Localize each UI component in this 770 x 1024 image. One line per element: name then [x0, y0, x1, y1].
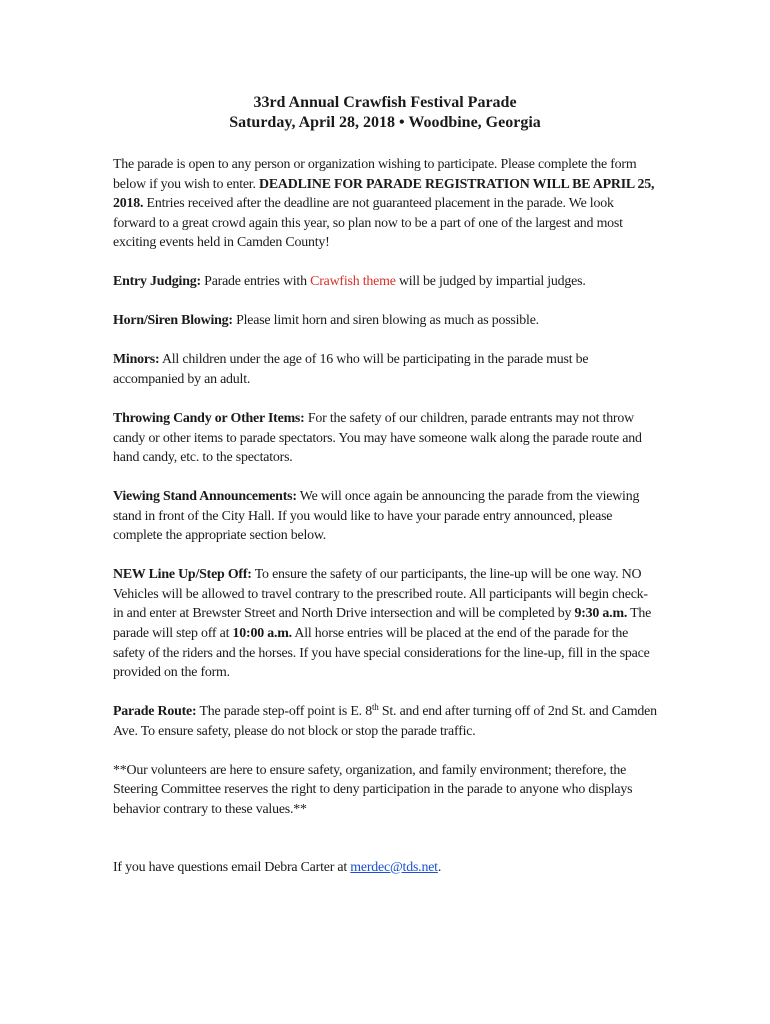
line-up-text-3: All horse entries will be placed at the end of the parade for the safety of the riders and the horses. If you have special considerations for the line-up, fill in the space provided on the form.: [113, 626, 650, 681]
viewing-stand-heading: Viewing Stand Announcements:: [113, 489, 297, 505]
parade-route-paragraph: [113, 702, 658, 741]
entry-judging-paragraph: [113, 272, 658, 292]
entry-judging-heading: Entry Judging:: [113, 274, 201, 290]
line-up-text-2: The parade will step off at: [113, 606, 652, 642]
horn-siren-heading: Horn/Siren Blowing:: [113, 313, 233, 329]
entry-judging-text-2: will be judged by impartial judges.: [395, 274, 586, 290]
deadline-notice: DEADLINE FOR PARADE REGISTRATION WILL BE APRIL 25, 2018.: [113, 176, 655, 212]
viewing-stand-text: We will once again be announcing the parade from the viewing stand in front of the City Hall. If you would like to have your parade entry announced, please complete the appropriate section below.: [113, 489, 640, 544]
horn-siren-paragraph: [113, 311, 658, 331]
parade-route-heading: Parade Route:: [113, 704, 197, 720]
line-up-paragraph: [113, 565, 658, 683]
intro-text-1: The parade is open to any person or organization wishing to participate. Please complete the form below if you wish to enter.: [113, 157, 637, 192]
intro-paragraph: [113, 155, 658, 253]
title-line-2: Saturday, April 28, 2018 • Woodbine, Georgia: [229, 114, 541, 131]
viewing-stand-paragraph: [113, 487, 658, 546]
throwing-candy-heading: Throwing Candy or Other Items:: [113, 410, 305, 426]
step-off-time: 10:00 a.m.: [232, 626, 292, 642]
contact-paragraph: [113, 858, 658, 878]
document-body: [113, 155, 658, 897]
line-up-text-1: To ensure the safety of our participants, the line-up will be one way. NO Vehicles will be allowed to travel contrary to the prescribed route. All participants will begin check-in and enter at Brewster Street and North Drive intersection and will be completed by: [113, 567, 648, 622]
intro-text-2: Entries received after the deadline are not guaranteed placement in the parade. We look forward to a great crowd again this year, so plan now to be a part of one of the largest and most exciting events held in Camden County!: [113, 196, 623, 251]
throwing-candy-paragraph: [113, 409, 658, 468]
parade-route-text-2: St. and end after turning off of 2nd St. and Camden Ave. To ensure safety, please do not block or stop the parade traffic.: [113, 704, 657, 739]
ordinal-suffix: th: [371, 702, 379, 713]
parade-route-text-1: The parade step-off point is E. 8: [196, 704, 372, 720]
check-in-time: 9:30 a.m.: [574, 606, 628, 622]
contact-end: .: [437, 859, 442, 875]
volunteers-paragraph: [113, 761, 658, 820]
entry-judging-text-1: Parade entries with: [200, 274, 311, 290]
minors-heading: Minors:: [113, 352, 160, 368]
crawfish-theme-highlight: Crawfish theme: [310, 274, 396, 290]
page-title: [0, 93, 770, 133]
contact-text: If you have questions email Debra Carter at: [113, 859, 351, 875]
volunteers-text: **Our volunteers are here to ensure safety, organization, and family environment; therefore, the Steering Committee reserves the right to deny participation in the parade to anyone who displays behavior contrary to these values.**: [113, 762, 633, 817]
contact-email-link[interactable]: merdec@tds.net: [350, 859, 438, 875]
line-up-heading: NEW Line Up/Step Off:: [113, 567, 252, 583]
minors-paragraph: [113, 350, 658, 389]
title-line-1: 33rd Annual Crawfish Festival Parade: [253, 94, 517, 111]
minors-text: All children under the age of 16 who will be participating in the parade must be accompanied by an adult.: [113, 352, 589, 387]
horn-siren-text: Please limit horn and siren blowing as much as possible.: [232, 313, 539, 329]
throwing-candy-text: For the safety of our children, parade entrants may not throw candy or other items to parade spectators. You may have someone walk along the parade route and hand candy, etc. to the spectators.: [113, 410, 642, 466]
